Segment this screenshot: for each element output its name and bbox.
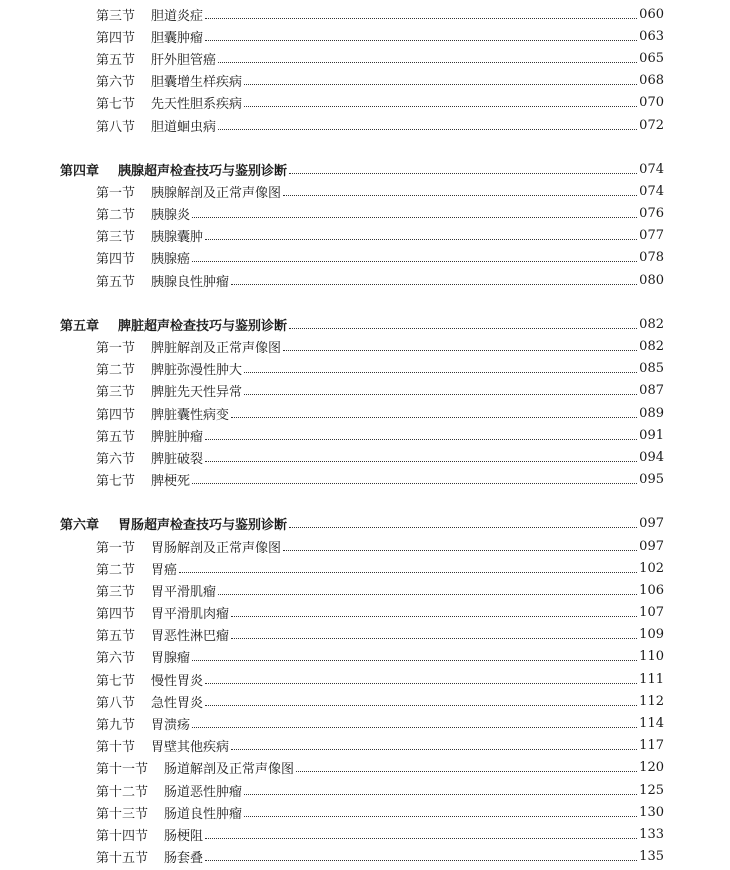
section-title: 胆道炎症 xyxy=(151,8,204,24)
section-number: 第七节 xyxy=(96,474,136,490)
toc-entry[interactable] xyxy=(0,557,730,579)
section-title: 胃腺瘤 xyxy=(151,651,191,667)
section-number: 第七节 xyxy=(96,673,136,689)
section-title: 脾脏囊性病变 xyxy=(151,407,230,423)
toc-chapter-heading[interactable] xyxy=(0,313,730,335)
section-title: 肠套叠 xyxy=(164,851,204,867)
page-number: 125 xyxy=(639,782,664,798)
section-title: 胆囊肿瘤 xyxy=(151,30,204,46)
dot-leader xyxy=(289,527,637,528)
section-title: 脾脏弥漫性肿大 xyxy=(151,363,243,379)
dot-leader xyxy=(205,439,637,440)
dot-leader xyxy=(231,638,637,639)
section-number: 第十五节 xyxy=(96,851,149,867)
section-number: 第六节 xyxy=(96,75,136,91)
section-number: 第二节 xyxy=(96,562,136,578)
section-number: 第八节 xyxy=(96,695,136,711)
toc-entry[interactable] xyxy=(0,757,730,779)
page-number: 065 xyxy=(639,50,664,66)
toc-entry[interactable] xyxy=(0,823,730,845)
dot-leader xyxy=(192,217,637,218)
toc-entry[interactable] xyxy=(0,180,730,202)
section-number: 第十二节 xyxy=(96,784,149,800)
page-number: 097 xyxy=(639,516,664,532)
toc-entry[interactable] xyxy=(0,712,730,734)
dot-leader xyxy=(244,394,637,395)
toc-chapter-heading[interactable] xyxy=(0,513,730,535)
dot-leader xyxy=(205,860,637,861)
section-title: 脾脏肿瘤 xyxy=(151,429,204,445)
toc-entry[interactable] xyxy=(0,247,730,269)
dot-leader xyxy=(205,838,637,839)
section-title: 肠道恶性肿瘤 xyxy=(164,784,243,800)
dot-leader xyxy=(231,284,637,285)
dot-leader xyxy=(218,62,637,63)
page-number: 074 xyxy=(639,161,664,177)
dot-leader xyxy=(205,461,637,462)
page-number: 102 xyxy=(639,560,664,576)
section-number: 第八节 xyxy=(96,119,136,135)
page-number: 082 xyxy=(639,316,664,332)
section-title: 脾脏破裂 xyxy=(151,451,204,467)
page-number: 094 xyxy=(639,449,664,465)
section-number: 第四节 xyxy=(96,30,136,46)
section-number: 第四节 xyxy=(96,252,136,268)
toc-entry[interactable] xyxy=(0,602,730,624)
toc-entry[interactable] xyxy=(0,690,730,712)
toc-entry[interactable] xyxy=(0,92,730,114)
toc-entry[interactable] xyxy=(0,624,730,646)
section-title: 胰腺解剖及正常声像图 xyxy=(151,185,282,201)
toc-entry[interactable] xyxy=(0,3,730,25)
chapter-spacer xyxy=(0,136,730,158)
page-number: 085 xyxy=(639,361,664,377)
section-number: 第九节 xyxy=(96,718,136,734)
dot-leader xyxy=(244,816,637,817)
toc-entry[interactable] xyxy=(0,47,730,69)
toc-entry[interactable] xyxy=(0,646,730,668)
page-number: 130 xyxy=(639,804,664,820)
toc-entry[interactable] xyxy=(0,269,730,291)
dot-leader xyxy=(289,173,637,174)
section-number: 第十节 xyxy=(96,740,136,756)
toc-entry[interactable] xyxy=(0,424,730,446)
page-number: 082 xyxy=(639,339,664,355)
toc-entry[interactable] xyxy=(0,25,730,47)
page-number: 074 xyxy=(639,183,664,199)
section-title: 胰腺良性肿瘤 xyxy=(151,274,230,290)
chapter-number: 第四章 xyxy=(60,163,100,179)
page-number: 087 xyxy=(639,383,664,399)
page-number: 133 xyxy=(639,826,664,842)
section-number: 第七节 xyxy=(96,97,136,113)
dot-leader xyxy=(205,18,637,19)
dot-leader xyxy=(218,129,637,130)
toc-entry[interactable] xyxy=(0,846,730,868)
page-number: 111 xyxy=(639,671,664,687)
toc-chapter-heading[interactable] xyxy=(0,158,730,180)
section-title: 脾梗死 xyxy=(151,474,191,490)
section-title: 胰腺囊肿 xyxy=(151,230,204,246)
page-number: 091 xyxy=(639,427,664,443)
section-number: 第十一节 xyxy=(96,762,149,778)
dot-leader xyxy=(205,705,637,706)
toc-entry[interactable] xyxy=(0,469,730,491)
dot-leader xyxy=(205,683,637,684)
dot-leader xyxy=(244,106,637,107)
dot-leader xyxy=(244,84,637,85)
section-title: 脾脏先天性异常 xyxy=(151,385,243,401)
table-of-contents xyxy=(0,3,730,868)
section-number: 第四节 xyxy=(96,407,136,423)
page-number: 109 xyxy=(639,627,664,643)
page-number: 076 xyxy=(639,206,664,222)
page-number: 135 xyxy=(639,849,664,865)
page-number: 117 xyxy=(639,738,664,754)
section-number: 第一节 xyxy=(96,341,136,357)
section-number: 第三节 xyxy=(96,385,136,401)
section-title: 胃恶性淋巴瘤 xyxy=(151,629,230,645)
toc-entry[interactable] xyxy=(0,225,730,247)
dot-leader xyxy=(283,350,637,351)
section-number: 第十四节 xyxy=(96,828,149,844)
page-number: 068 xyxy=(639,73,664,89)
section-number: 第二节 xyxy=(96,208,136,224)
section-number: 第四节 xyxy=(96,607,136,623)
toc-entry[interactable] xyxy=(0,380,730,402)
chapter-number: 第六章 xyxy=(60,518,100,534)
page-number: 112 xyxy=(639,693,664,709)
dot-leader xyxy=(296,771,637,772)
toc-entry[interactable] xyxy=(0,668,730,690)
section-number: 第六节 xyxy=(96,451,136,467)
page-number: 110 xyxy=(639,649,664,665)
dot-leader xyxy=(244,372,637,373)
toc-entry[interactable] xyxy=(0,402,730,424)
section-number: 第六节 xyxy=(96,651,136,667)
section-number: 第五节 xyxy=(96,629,136,645)
dot-leader xyxy=(192,660,637,661)
section-title: 胃肠解剖及正常声像图 xyxy=(151,540,282,556)
section-number: 第五节 xyxy=(96,52,136,68)
section-title: 慢性胃炎 xyxy=(151,673,204,689)
section-title: 肠道解剖及正常声像图 xyxy=(164,762,295,778)
toc-entry[interactable] xyxy=(0,335,730,357)
page-number: 107 xyxy=(639,605,664,621)
dot-leader xyxy=(179,572,637,573)
dot-leader xyxy=(218,594,637,595)
toc-entry[interactable] xyxy=(0,801,730,823)
dot-leader xyxy=(231,417,637,418)
dot-leader xyxy=(244,794,637,795)
dot-leader xyxy=(205,239,637,240)
chapter-number: 第五章 xyxy=(60,318,100,334)
dot-leader xyxy=(283,550,637,551)
page-number: 089 xyxy=(639,405,664,421)
section-title: 肠道良性肿瘤 xyxy=(164,806,243,822)
toc-entry[interactable] xyxy=(0,446,730,468)
section-title: 胃壁其他疾病 xyxy=(151,740,230,756)
page-number: 063 xyxy=(639,28,664,44)
section-title: 胆囊增生样疾病 xyxy=(151,75,243,91)
dot-leader xyxy=(231,616,637,617)
page-number: 077 xyxy=(639,228,664,244)
page-number: 080 xyxy=(639,272,664,288)
dot-leader xyxy=(205,40,637,41)
section-title: 胰腺癌 xyxy=(151,252,191,268)
page-number: 060 xyxy=(639,6,664,22)
section-title: 肠梗阻 xyxy=(164,828,204,844)
page-number: 072 xyxy=(639,117,664,133)
page-number: 114 xyxy=(639,716,664,732)
page-number: 095 xyxy=(639,472,664,488)
page-number: 106 xyxy=(639,582,664,598)
section-title: 胃平滑肌肉瘤 xyxy=(151,607,230,623)
toc-entry[interactable] xyxy=(0,735,730,757)
section-number: 第十三节 xyxy=(96,806,149,822)
chapter-spacer xyxy=(0,491,730,513)
dot-leader xyxy=(283,195,637,196)
page-number: 097 xyxy=(639,538,664,554)
dot-leader xyxy=(231,749,637,750)
page-number: 078 xyxy=(639,250,664,266)
section-number: 第五节 xyxy=(96,274,136,290)
chapter-title: 胰腺超声检查技巧与鉴别诊断 xyxy=(118,163,288,179)
section-number: 第三节 xyxy=(96,8,136,24)
section-number: 第一节 xyxy=(96,185,136,201)
section-number: 第三节 xyxy=(96,230,136,246)
section-number: 第三节 xyxy=(96,584,136,600)
toc-entry[interactable] xyxy=(0,203,730,225)
section-title: 胰腺炎 xyxy=(151,208,191,224)
section-number: 第一节 xyxy=(96,540,136,556)
section-title: 脾脏解剖及正常声像图 xyxy=(151,341,282,357)
section-title: 肝外胆管癌 xyxy=(151,52,217,68)
toc-entry[interactable] xyxy=(0,70,730,92)
chapter-title: 脾脏超声检查技巧与鉴别诊断 xyxy=(118,318,288,334)
toc-entry[interactable] xyxy=(0,535,730,557)
section-title: 胃癌 xyxy=(151,562,178,578)
section-title: 胃溃疡 xyxy=(151,718,191,734)
toc-entry[interactable] xyxy=(0,114,730,136)
section-number: 第二节 xyxy=(96,363,136,379)
dot-leader xyxy=(289,328,637,329)
toc-entry[interactable] xyxy=(0,579,730,601)
dot-leader xyxy=(192,483,637,484)
section-title: 急性胃炎 xyxy=(151,695,204,711)
section-title: 胃平滑肌瘤 xyxy=(151,584,217,600)
chapter-spacer xyxy=(0,291,730,313)
dot-leader xyxy=(192,261,637,262)
toc-entry[interactable] xyxy=(0,779,730,801)
dot-leader xyxy=(192,727,637,728)
chapter-title: 胃肠超声检查技巧与鉴别诊断 xyxy=(118,518,288,534)
section-number: 第五节 xyxy=(96,429,136,445)
page-number: 070 xyxy=(639,95,664,111)
toc-entry[interactable] xyxy=(0,358,730,380)
page-number: 120 xyxy=(639,760,664,776)
section-title: 先天性胆系疾病 xyxy=(151,97,243,113)
section-title: 胆道蛔虫病 xyxy=(151,119,217,135)
